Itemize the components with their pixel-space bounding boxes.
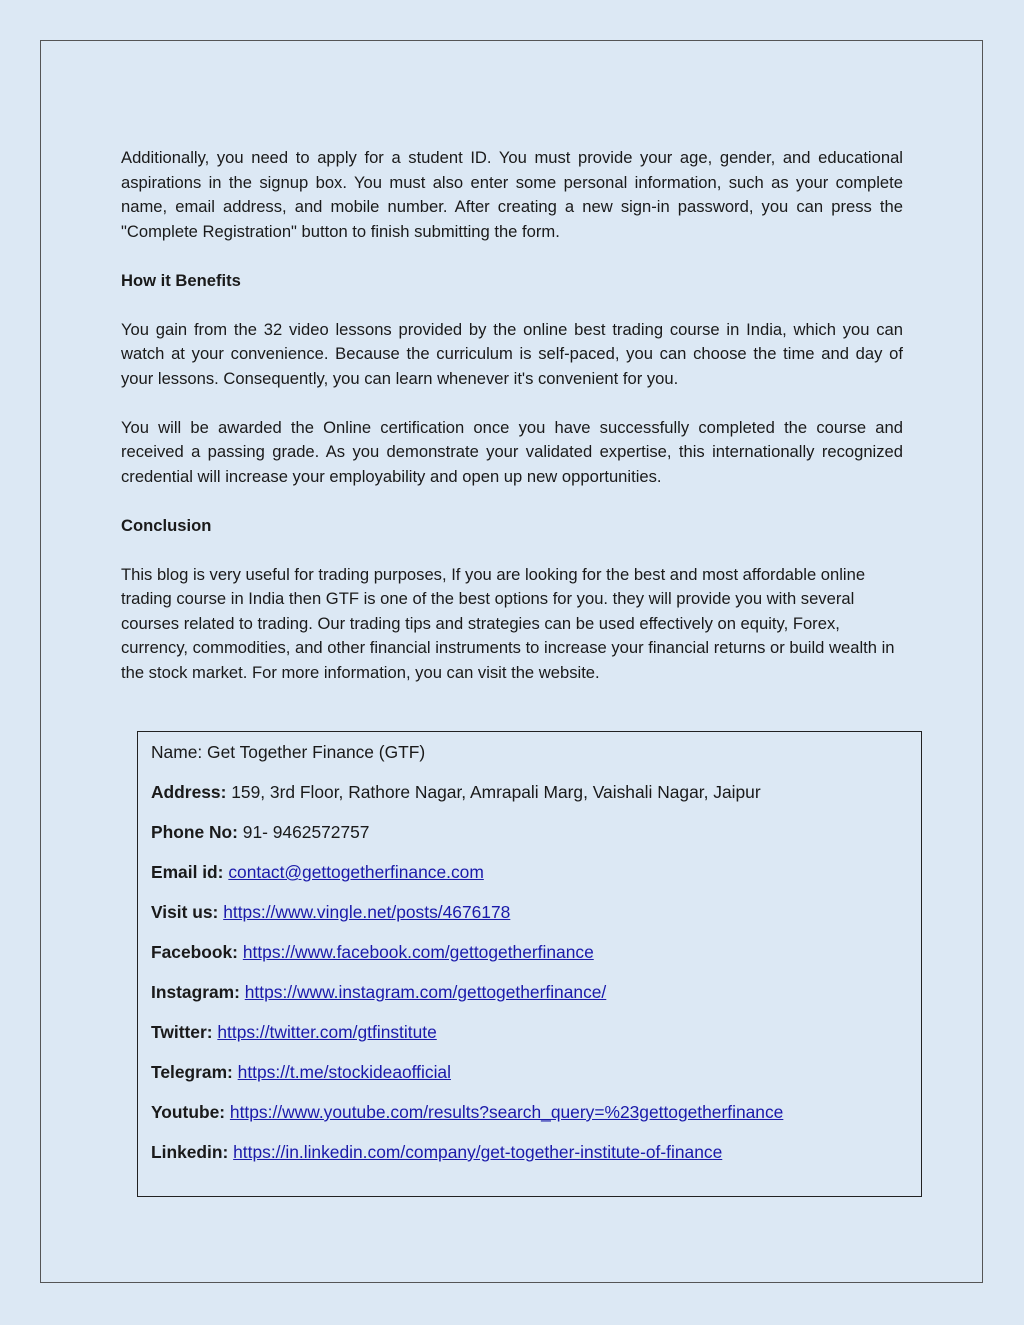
info-email [151, 860, 921, 900]
visit-label: Visit us: [151, 902, 219, 922]
info-youtube [151, 1100, 921, 1140]
telegram-link[interactable]: https://t.me/stockideaofficial [237, 1062, 451, 1082]
name-text: Name: Get Together Finance (GTF) [151, 742, 426, 762]
info-name [151, 740, 921, 780]
paragraph-certification: You will be awarded the Online certification once you have successfully completed the course and received a passing grade. As you demonstrate your validated expertise, this internationally recognized credential will increase your employability and open up new opportunities. [121, 417, 903, 486]
info-twitter [151, 1020, 921, 1060]
visit-link[interactable]: https://www.vingle.net/posts/4676178 [223, 902, 511, 922]
telegram-label: Telegram: [151, 1062, 233, 1082]
paragraph-registration: Additionally, you need to apply for a student ID. You must provide your age, gender, and educational aspirations in the signup box. You must also enter some personal information, such as your complete name, email address, and mobile number. After creating a new sign-in password, you can press the "Complete Registration" button to finish submitting the form. [121, 148, 903, 241]
twitter-link[interactable]: https://twitter.com/gtfinstitute [217, 1022, 437, 1042]
address-value: 159, 3rd Floor, Rathore Nagar, Amrapali Marg, Vaishali Nagar, Jaipur [231, 782, 761, 802]
instagram-link[interactable]: https://www.instagram.com/gettogetherfinance/ [244, 982, 607, 1002]
info-phone [151, 820, 921, 860]
phone-label: Phone No: [151, 822, 238, 842]
email-label: Email id: [151, 862, 224, 882]
instagram-label: Instagram: [151, 982, 240, 1002]
email-link[interactable]: contact@gettogetherfinance.com [228, 862, 484, 882]
facebook-label: Facebook: [151, 942, 238, 962]
heading-how-it-benefits: How it Benefits [121, 270, 241, 290]
heading-conclusion: Conclusion [121, 515, 212, 535]
info-telegram [151, 1060, 921, 1100]
info-visit [151, 900, 921, 940]
linkedin-link[interactable]: https://in.linkedin.com/company/get-together-institute-of-finance [233, 1142, 723, 1162]
address-label: Address: [151, 782, 227, 802]
facebook-link[interactable]: https://www.facebook.com/gettogetherfinance [242, 942, 594, 962]
paragraph-conclusion: This blog is very useful for trading purposes, If you are looking for the best and most affordable online trading course in India then GTF is one of the best options for you. they will provide you with several courses related to trading. Our trading tips and strategies can be used effectively on equity, Forex, currency, commodities, and other financial instruments to increase your financial returns or build wealth in the stock market. For more information, you can visit the website. [121, 564, 895, 682]
contact-info-box [137, 731, 922, 1197]
paragraph-video-lessons: You gain from the 32 video lessons provided by the online best trading course in India, which you can watch at your convenience. Because the curriculum is self-paced, you can choose the time and day of your lessons. Consequently, you can learn whenever it's convenient for you. [121, 319, 903, 388]
youtube-link[interactable]: https://www.youtube.com/results?search_query=%23gettogetherfinance [229, 1102, 784, 1122]
twitter-label: Twitter: [151, 1022, 213, 1042]
document-body [121, 146, 903, 710]
info-linkedin [151, 1140, 921, 1180]
youtube-label: Youtube: [151, 1102, 226, 1122]
info-address [151, 780, 921, 820]
phone-value: 91- 9462572757 [242, 822, 370, 842]
linkedin-label: Linkedin: [151, 1142, 229, 1162]
info-instagram [151, 980, 921, 1020]
info-facebook [151, 940, 921, 980]
